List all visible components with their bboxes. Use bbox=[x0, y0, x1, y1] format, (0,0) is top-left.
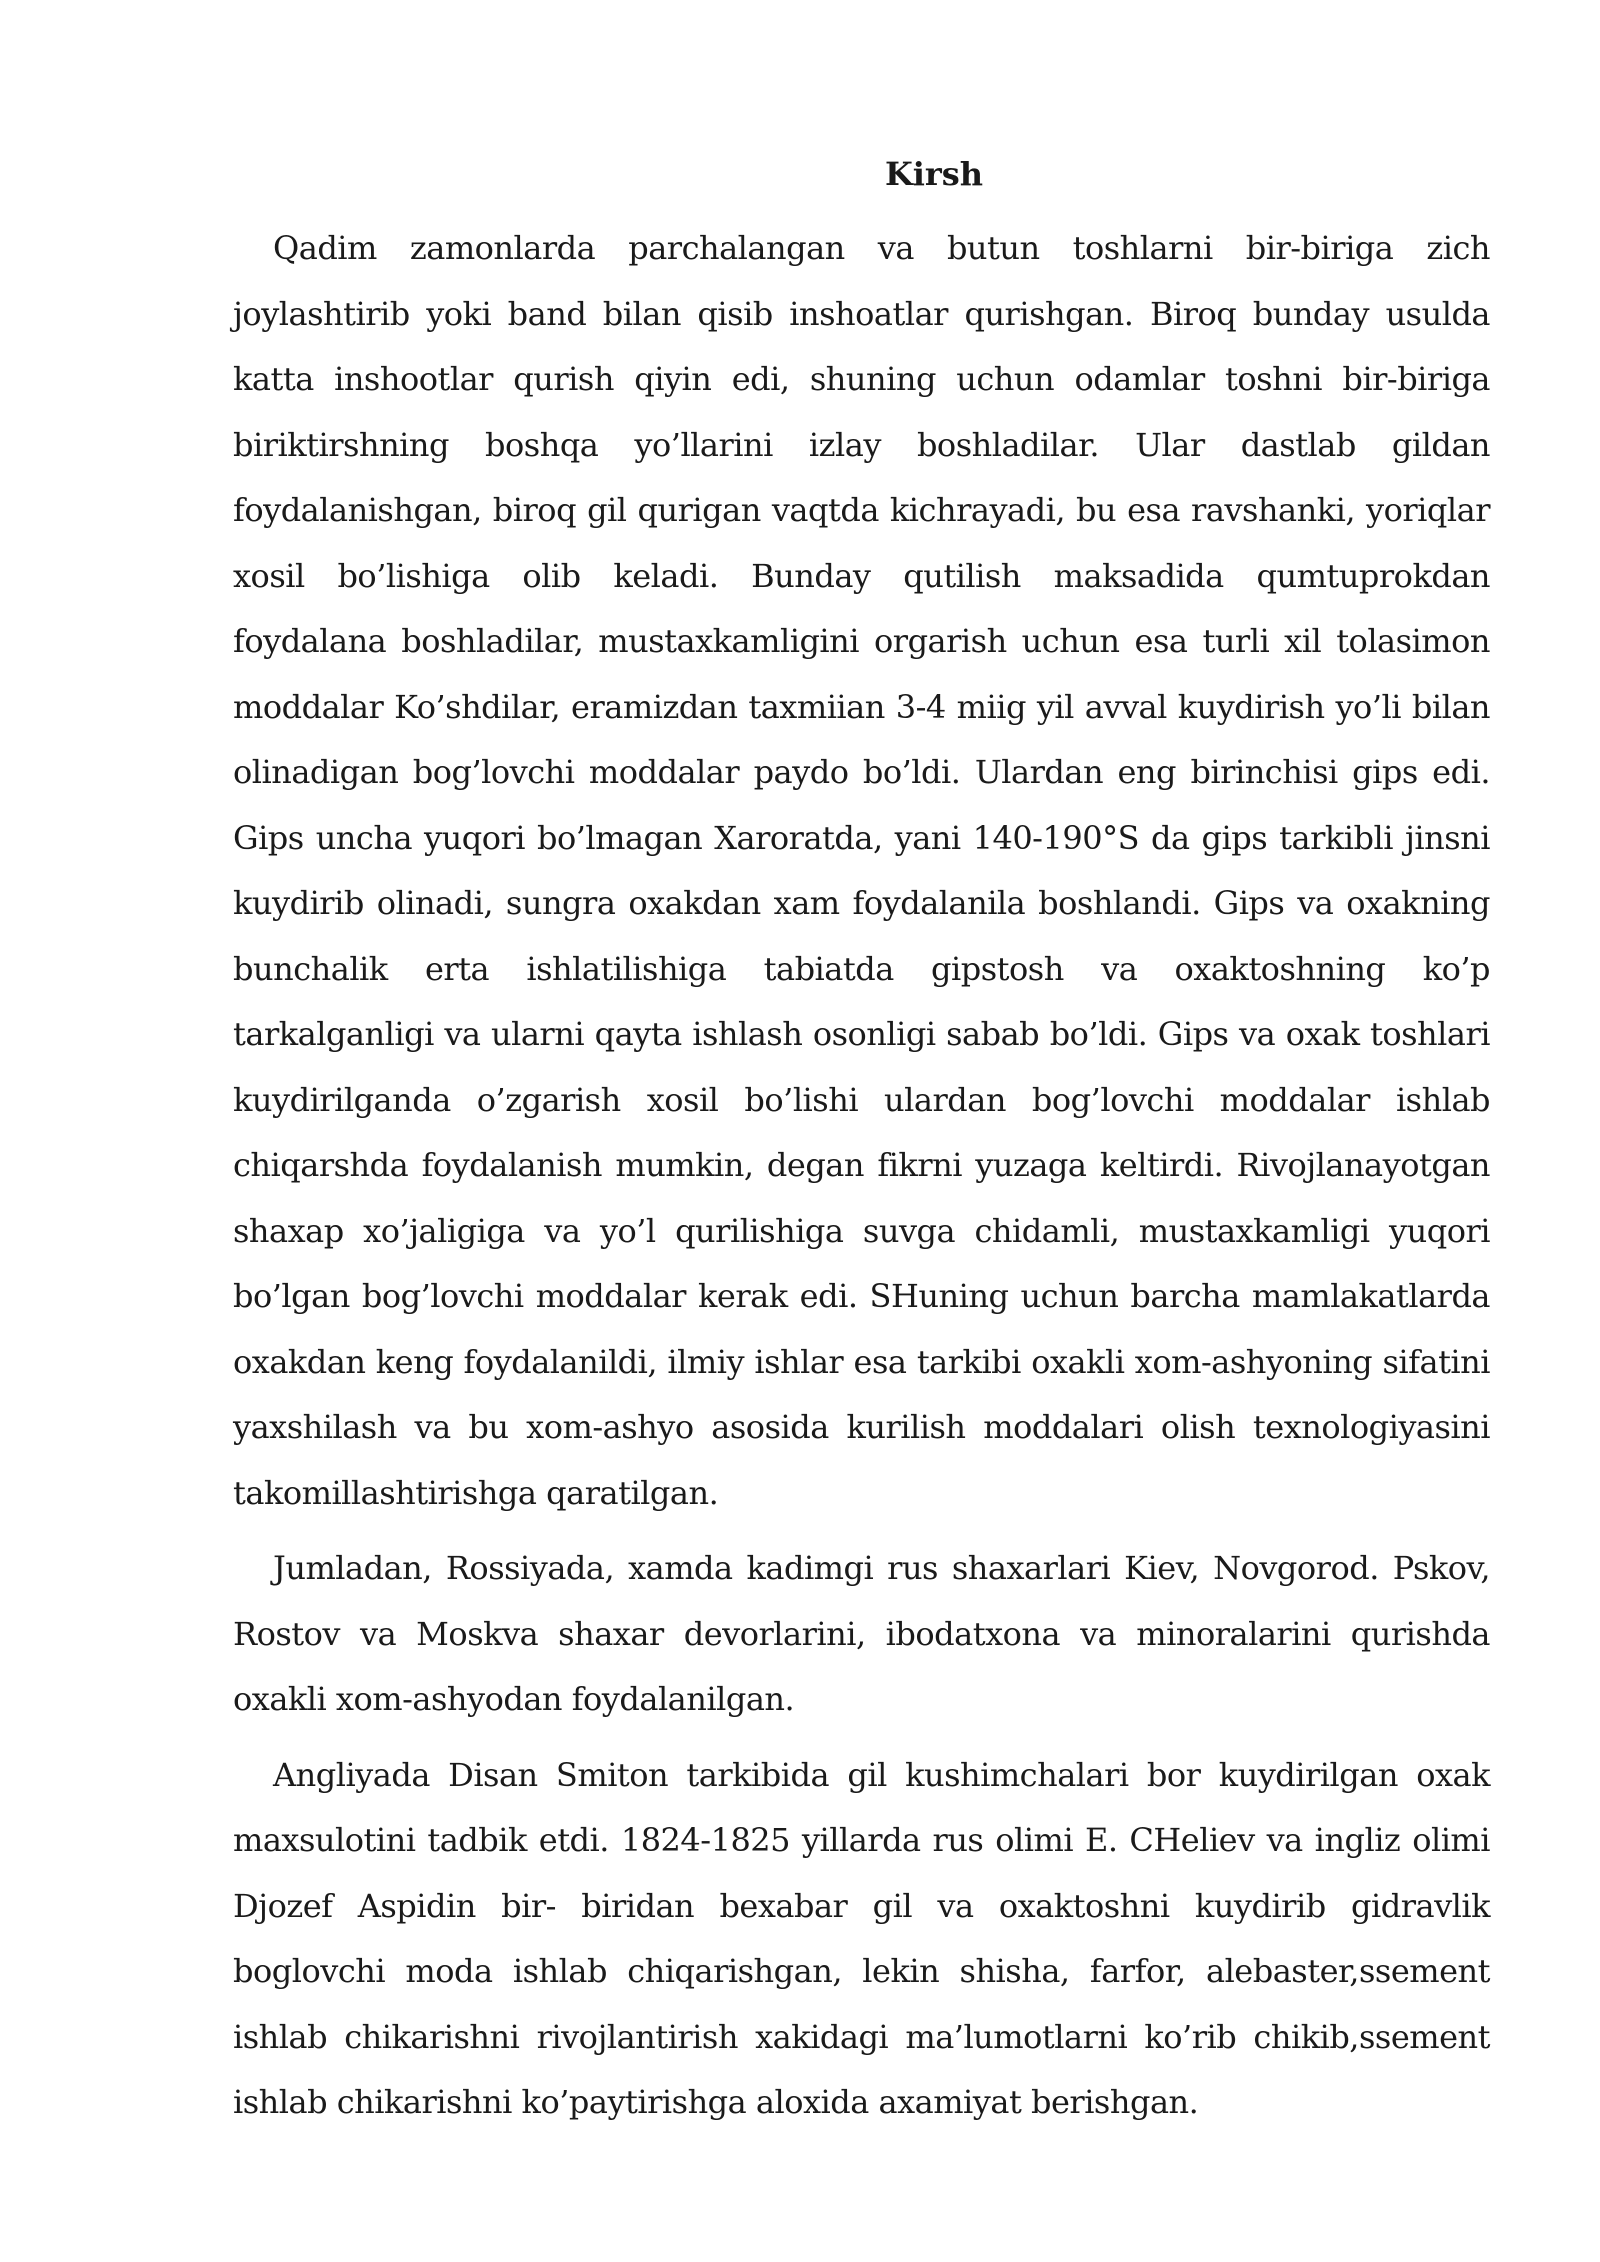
paragraph-3: Angliyada Disan Smiton tarkibida gil kushimchalari bor kuydirilgan oxak maxsulotini tadbik etdi. 1824-1825 yillarda rus olimi E. CHeliev va ingliz olimi Djozef Aspidin bir- biridan bexabar gil va oxaktoshni kuydirib gidravlik boglovchi moda ishlab chiqarishgan, lekin shisha, farfor, alebaster,ssement ishlab chikarishni rivojlantirish xakidagi ma’lumotlarni ko’rib chikib,ssement ishlab chikarishni ko’paytirishga aloxida axamiyat berishgan. bbox=[233, 1755, 1490, 2121]
document-page bbox=[233, 142, 1490, 2146]
document-title: Kirsh bbox=[884, 155, 984, 193]
paragraph-1: Qadim zamonlarda parchalangan va butun toshlarni bir-biriga zich joylashtirib yoki band bilan qisib inshoatlar qurishgan. Biroq bunday usulda katta inshootlar qurish qiyin edi, shuning uchun odamlar toshni bir-biriga biriktirshning boshqa yo’llarini izlay boshladilar. Ular dastlab gildan foydalanishgan, biroq gil qurigan vaqtda kichrayadi, bu esa ravshanki, yoriqlar xosil bo’lishiga olib keladi. Bunday qutilish maksadida qumtuprokdan foydalana boshladilar, mustaxkamligini orgarish uchun esa turli xil tolasimon moddalar Ko’shdilar, eramizdan taxmiian 3-4 miig yil avval kuydirish yo’li bilan olinadigan bog’lovchi moddalar paydo bo’ldi. Ulardan eng birinchisi gips edi. Gips uncha yuqori bo’lmagan Xaroratda, yani 140-190°S da gips tarkibli jinsni kuydirib olinadi, sungra oxakdan xam foydalanila boshlandi. Gips va oxakning bunchalik erta ishlatilishiga tabiatda gipstosh va oxaktoshning ko’p tarkalganligi va ularni qayta ishlash osonligi sabab bo’ldi. Gips va oxak toshlari kuydirilganda o’zgarish xosil bo’lishi ulardan bog’lovchi moddalar ishlab chiqarshda foydalanish mumkin, degan fikrni yuzaga keltirdi. Rivojlanayotgan shaxap xo’jaligiga va yo’l qurilishiga suvga chidamli, mustaxkamligi yuqori bo’lgan bog’lovchi moddalar kerak edi. SHuning uchun barcha mamlakatlarda oxakdan keng foydalanildi, ilmiy ishlar esa tarkibi oxakli xom-ashyoning sifatini yaxshilash va bu xom-ashyo asosida kurilish moddalari olish texnologiyasini takomillashtirishga qaratilgan. bbox=[233, 229, 1490, 1512]
paragraph-2: Jumladan, Rossiyada, xamda kadimgi rus shaxarlari Kiev, Novgorod. Pskov, Rostov va Moskva shaxar devorlarini, ibodatxona va minoralarini qurishda oxakli xom-ashyodan foydalanilgan. bbox=[233, 1549, 1490, 1718]
